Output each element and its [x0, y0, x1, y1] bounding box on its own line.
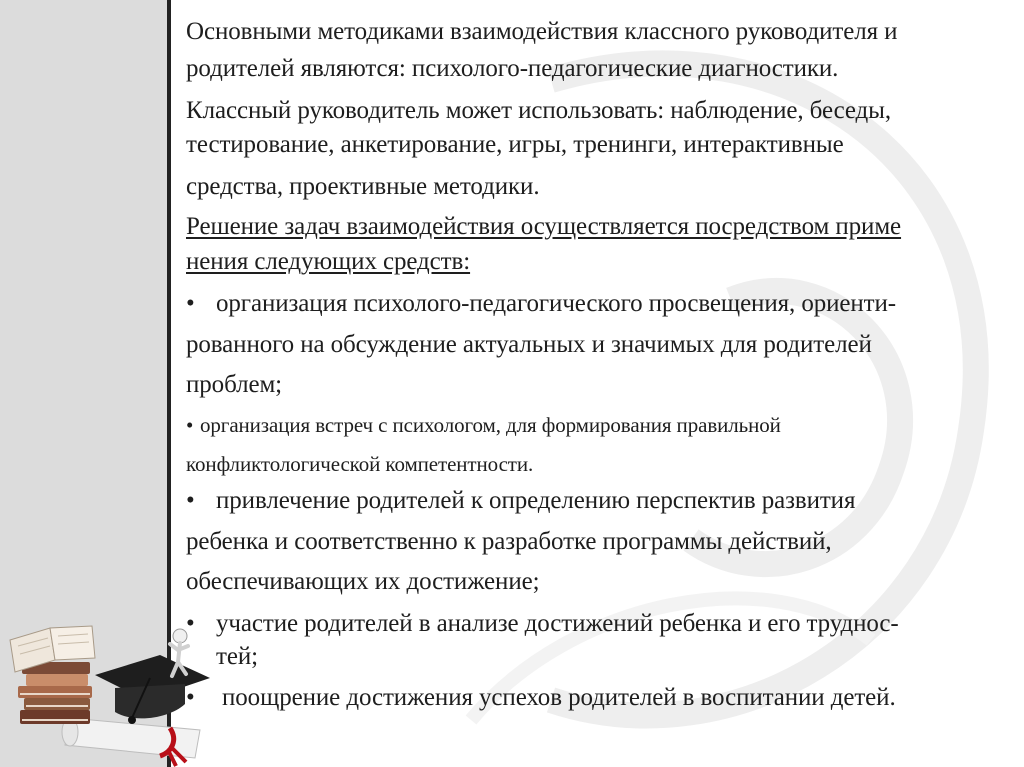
bullet-icon: •	[186, 487, 195, 514]
graduation-books-decoration	[0, 600, 215, 767]
bullet-icon: •	[186, 684, 195, 711]
paragraph-2-line-3: средства, проективные методики.	[186, 173, 540, 200]
list-item	[186, 289, 896, 319]
list-item-2-line-1: организация встреч с психологом, для формирования правильной	[200, 413, 781, 437]
bullet-icon: •	[186, 413, 194, 437]
list-item-1-line-1: организация психолого-педагогического просвещения, ориенти-	[216, 290, 897, 317]
list-item	[186, 683, 896, 713]
heading-line-2: нения следующих средств:	[186, 248, 471, 275]
paragraph-1-line-1: Основными методиками взаимодействия классного руководителя и	[186, 18, 898, 45]
list-item-1-line-3: проблем;	[186, 371, 283, 398]
paragraph-2-line-1: Классный руководитель может использовать: наблюдение, беседы,	[186, 97, 892, 124]
list-item	[186, 609, 899, 639]
list-item	[186, 486, 855, 516]
list-item-4-line-2: тей;	[216, 643, 258, 670]
list-item	[186, 410, 781, 440]
bullet-icon: •	[186, 290, 195, 317]
list-item-1-line-2: рованного на обсуждение актуальных и значимых для родителей	[186, 331, 872, 358]
paragraph-1-line-2: родителей являются: психолого-педагогические диагностики.	[186, 55, 839, 82]
list-item-2-line-2: конфликтологической компетентности.	[186, 452, 534, 476]
bullet-icon: •	[186, 610, 195, 637]
list-item-3-line-3: обеспечивающих их достижение;	[186, 568, 540, 595]
list-item-3-line-1: привлечение родителей к определению перспектив развития	[216, 487, 856, 514]
list-item-4-line-1: участие родителей в анализе достижений ребенка и его труднос-	[216, 610, 899, 637]
list-item-3-line-2: ребенка и соответственно к разработке программы действий,	[186, 528, 832, 555]
heading-line-1: Решение задач взаимодействия осуществляется посредством приме	[186, 213, 902, 240]
diploma-scroll-icon	[62, 718, 200, 766]
list-item-5-line-1: поощрение достижения успехов родителей в воспитании детей.	[222, 684, 896, 711]
paragraph-2-line-2: тестирование, анкетирование, игры, тренинги, интерактивные	[186, 131, 844, 158]
book-stack-icon	[18, 662, 92, 724]
